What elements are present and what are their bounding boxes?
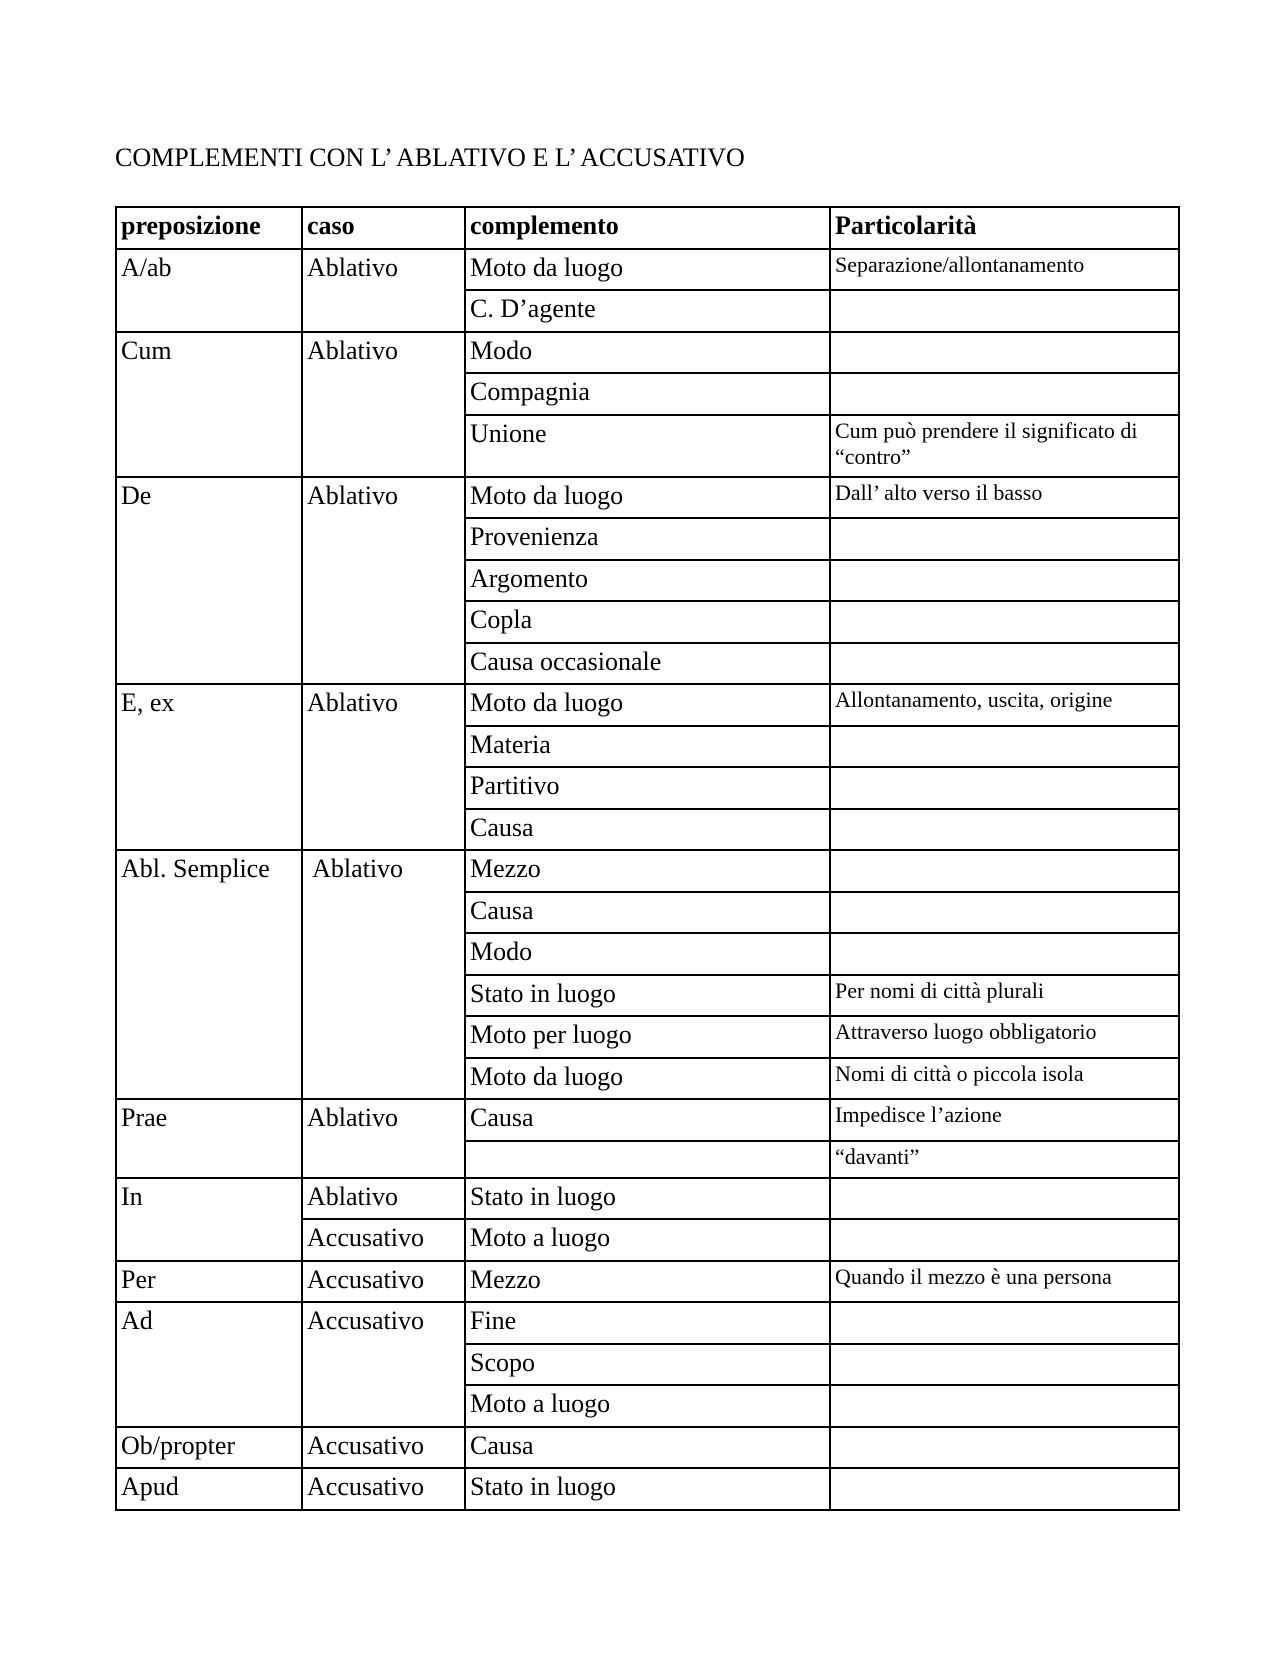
- cell-caso: Ablativo: [302, 684, 465, 850]
- cell-caso: Ablativo: [302, 1178, 465, 1220]
- cell-complemento: Stato in luogo: [465, 975, 830, 1017]
- cell-caso: Accusativo: [302, 1302, 465, 1427]
- cell-particolarita: [830, 560, 1179, 602]
- cell-complemento: Modo: [465, 933, 830, 975]
- cell-complemento: Fine: [465, 1302, 830, 1344]
- table-header-row: [116, 207, 1179, 249]
- table-row: [116, 477, 1179, 519]
- cell-particolarita: Dall’ alto verso il basso: [830, 477, 1179, 519]
- table-row: [116, 1468, 1179, 1510]
- table-row: [116, 1178, 1179, 1220]
- header-particolarita: Particolarità: [830, 207, 1179, 249]
- cell-particolarita: Separazione/allontanamento: [830, 249, 1179, 291]
- cell-particolarita: [830, 809, 1179, 851]
- cell-complemento: Materia: [465, 726, 830, 768]
- cell-preposizione: Prae: [116, 1099, 302, 1178]
- cell-preposizione: Cum: [116, 332, 302, 477]
- cell-complemento: Causa: [465, 809, 830, 851]
- cell-caso: Ablativo: [302, 249, 465, 332]
- cell-particolarita: [830, 767, 1179, 809]
- complements-table: [115, 206, 1180, 1511]
- cell-caso: Ablativo: [302, 332, 465, 477]
- cell-particolarita: Per nomi di città plurali: [830, 975, 1179, 1017]
- cell-particolarita: [830, 290, 1179, 332]
- cell-particolarita: [830, 1468, 1179, 1510]
- cell-complemento: Provenienza: [465, 518, 830, 560]
- cell-complemento: Causa: [465, 1427, 830, 1469]
- cell-particolarita: Attraverso luogo obbligatorio: [830, 1016, 1179, 1058]
- document-title: COMPLEMENTI CON L’ ABLATIVO E L’ ACCUSATIVO: [115, 143, 745, 172]
- cell-particolarita: “davanti”: [830, 1141, 1179, 1178]
- cell-preposizione: In: [116, 1178, 302, 1261]
- cell-particolarita: [830, 933, 1179, 975]
- cell-caso: Ablativo: [302, 1099, 465, 1178]
- cell-complemento: Copla: [465, 601, 830, 643]
- cell-particolarita: [830, 332, 1179, 374]
- cell-complemento: Compagnia: [465, 373, 830, 415]
- cell-complemento: [465, 1141, 830, 1178]
- cell-particolarita: Impedisce l’azione: [830, 1099, 1179, 1141]
- cell-caso: Accusativo: [302, 1219, 465, 1261]
- cell-particolarita: Quando il mezzo è una persona: [830, 1261, 1179, 1303]
- cell-complemento: Moto da luogo: [465, 477, 830, 519]
- cell-complemento: Scopo: [465, 1344, 830, 1386]
- table-row: [116, 1302, 1179, 1344]
- cell-preposizione: Ob/propter: [116, 1427, 302, 1469]
- cell-particolarita: Cum può prendere il significato di “contro”: [830, 415, 1179, 477]
- table-row: [116, 332, 1179, 374]
- cell-complemento: Unione: [465, 415, 830, 477]
- header-preposizione: preposizione: [116, 207, 302, 249]
- cell-particolarita: [830, 1427, 1179, 1469]
- cell-complemento: Mezzo: [465, 850, 830, 892]
- table-row: [116, 1099, 1179, 1141]
- header-caso: caso: [302, 207, 465, 249]
- cell-particolarita: [830, 892, 1179, 934]
- cell-caso: Accusativo: [302, 1468, 465, 1510]
- cell-caso: Accusativo: [302, 1261, 465, 1303]
- cell-particolarita: [830, 373, 1179, 415]
- cell-preposizione: E, ex: [116, 684, 302, 850]
- cell-caso: Ablativo: [302, 477, 465, 685]
- cell-particolarita: [830, 726, 1179, 768]
- table-row: [116, 684, 1179, 726]
- cell-complemento: C. D’agente: [465, 290, 830, 332]
- cell-particolarita: [830, 643, 1179, 685]
- cell-complemento: Moto da luogo: [465, 684, 830, 726]
- cell-particolarita: [830, 1385, 1179, 1427]
- cell-particolarita: [830, 850, 1179, 892]
- cell-complemento: Causa: [465, 892, 830, 934]
- cell-complemento: Mezzo: [465, 1261, 830, 1303]
- table-row: [116, 249, 1179, 291]
- header-complemento: complemento: [465, 207, 830, 249]
- cell-caso: Ablativo: [302, 850, 465, 1099]
- cell-caso: Accusativo: [302, 1427, 465, 1469]
- cell-preposizione: Apud: [116, 1468, 302, 1510]
- cell-particolarita: [830, 601, 1179, 643]
- cell-particolarita: Nomi di città o piccola isola: [830, 1058, 1179, 1100]
- cell-complemento: Moto a luogo: [465, 1385, 830, 1427]
- cell-preposizione: Ad: [116, 1302, 302, 1427]
- cell-complemento: Causa: [465, 1099, 830, 1141]
- cell-complemento: Moto per luogo: [465, 1016, 830, 1058]
- cell-particolarita: [830, 1344, 1179, 1386]
- table-row: [116, 1427, 1179, 1469]
- cell-particolarita: [830, 1178, 1179, 1220]
- cell-preposizione: A/ab: [116, 249, 302, 332]
- cell-complemento: Stato in luogo: [465, 1178, 830, 1220]
- cell-preposizione: De: [116, 477, 302, 685]
- table-row: [116, 850, 1179, 892]
- cell-complemento: Argomento: [465, 560, 830, 602]
- cell-particolarita: [830, 1302, 1179, 1344]
- cell-preposizione: Abl. Semplice: [116, 850, 302, 1099]
- table-row: [116, 1261, 1179, 1303]
- table-body: [116, 249, 1179, 1510]
- cell-complemento: Moto da luogo: [465, 1058, 830, 1100]
- cell-complemento: Partitivo: [465, 767, 830, 809]
- cell-complemento: Stato in luogo: [465, 1468, 830, 1510]
- cell-particolarita: [830, 1219, 1179, 1261]
- cell-particolarita: Allontanamento, uscita, origine: [830, 684, 1179, 726]
- cell-complemento: Modo: [465, 332, 830, 374]
- cell-complemento: Moto da luogo: [465, 249, 830, 291]
- cell-particolarita: [830, 518, 1179, 560]
- cell-preposizione: Per: [116, 1261, 302, 1303]
- cell-complemento: Causa occasionale: [465, 643, 830, 685]
- cell-complemento: Moto a luogo: [465, 1219, 830, 1261]
